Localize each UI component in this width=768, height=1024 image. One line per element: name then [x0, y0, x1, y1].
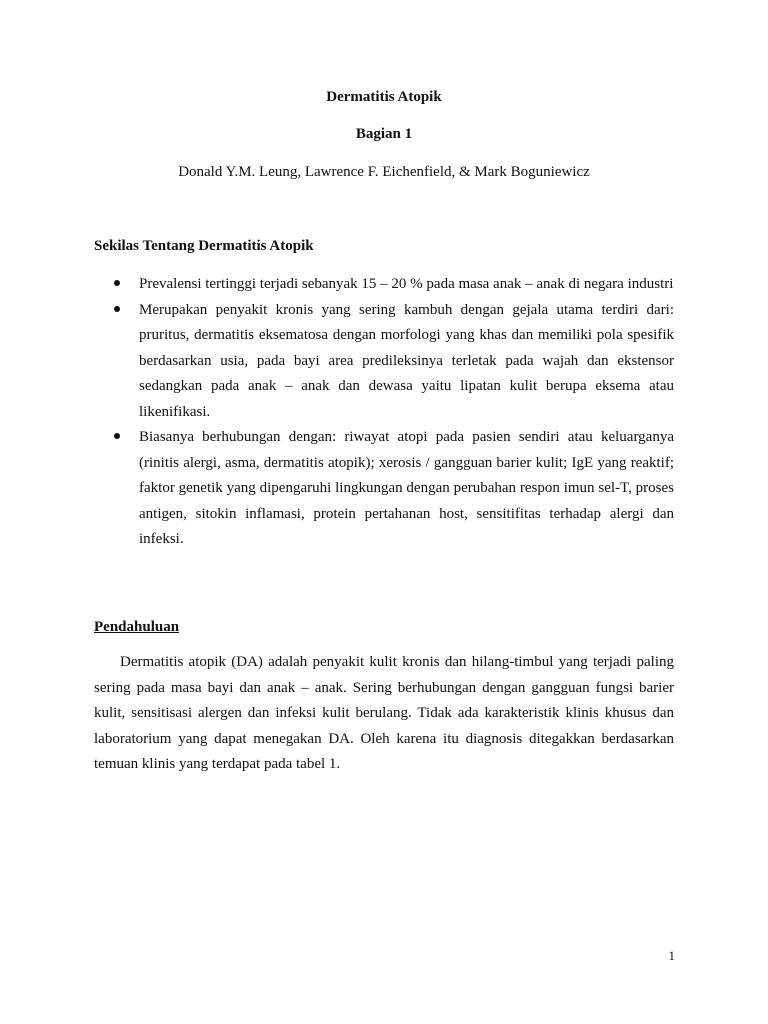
- introduction-heading: Pendahuluan: [94, 619, 180, 635]
- list-item: [94, 298, 674, 426]
- bullet-text: Biasanya berhubungan dengan: riwayat atopi pada pasien sendiri atau keluarganya (rinitis alergi, asma, dermatitis atopik); xerosis / gangguan barier kulit; IgE yang reaktif; faktor genetik yang dipengaruhi lingkungan dengan perubahan respon imun sel-T, proses antigen, sitokin inflamasi, protein pertahanan host, sensitifitas terhadap alergi dan infeksi.: [139, 429, 674, 547]
- bullet-dot-icon: [114, 433, 120, 439]
- page-number: 1: [668, 948, 675, 963]
- overview-bullet-list: [94, 272, 674, 553]
- document-subtitle: Bagian 1: [355, 126, 413, 142]
- document-authors: Donald Y.M. Leung, Lawrence F. Eichenfield, & Mark Boguniewicz: [178, 164, 590, 180]
- introduction-paragraph: Dermatitis atopik (DA) adalah penyakit kulit kronis dan hilang-timbul yang terjadi paling sering pada masa bayi dan anak – anak. Sering berhubungan dengan gangguan fungsi barier kulit, sensitisasi alergen dan infeksi kulit berulang. Tidak ada karakteristik klinis khusus dan laboratorium yang dapat menegakan DA. Oleh karena itu diagnosis ditegakkan berdasarkan temuan klinis yang terdapat pada tabel 1.: [94, 654, 674, 772]
- document-title: Dermatitis Atopik: [326, 89, 442, 105]
- bullet-text: Prevalensi tertinggi terjadi sebanyak 15 – 20 % pada masa anak – anak di negara industri: [139, 276, 674, 292]
- bullet-dot-icon: [114, 306, 120, 312]
- list-item: [94, 425, 674, 553]
- bullet-text: Merupakan penyakit kronis yang sering kambuh dengan gejala utama terdiri dari: pruritus, dermatitis eksematosa dengan morfologi yang khas dan memiliki pola spesifik berdasarkan usia, pada bayi area predileksinya terletak pada wajah dan ekstensor sedangkan pada anak – anak dan dewasa yaitu lipatan kulit berupa eksema atau likenifikasi.: [139, 301, 674, 420]
- bullet-dot-icon: [114, 280, 120, 286]
- overview-heading: Sekilas Tentang Dermatitis Atopik: [94, 238, 314, 254]
- list-item: [94, 272, 674, 298]
